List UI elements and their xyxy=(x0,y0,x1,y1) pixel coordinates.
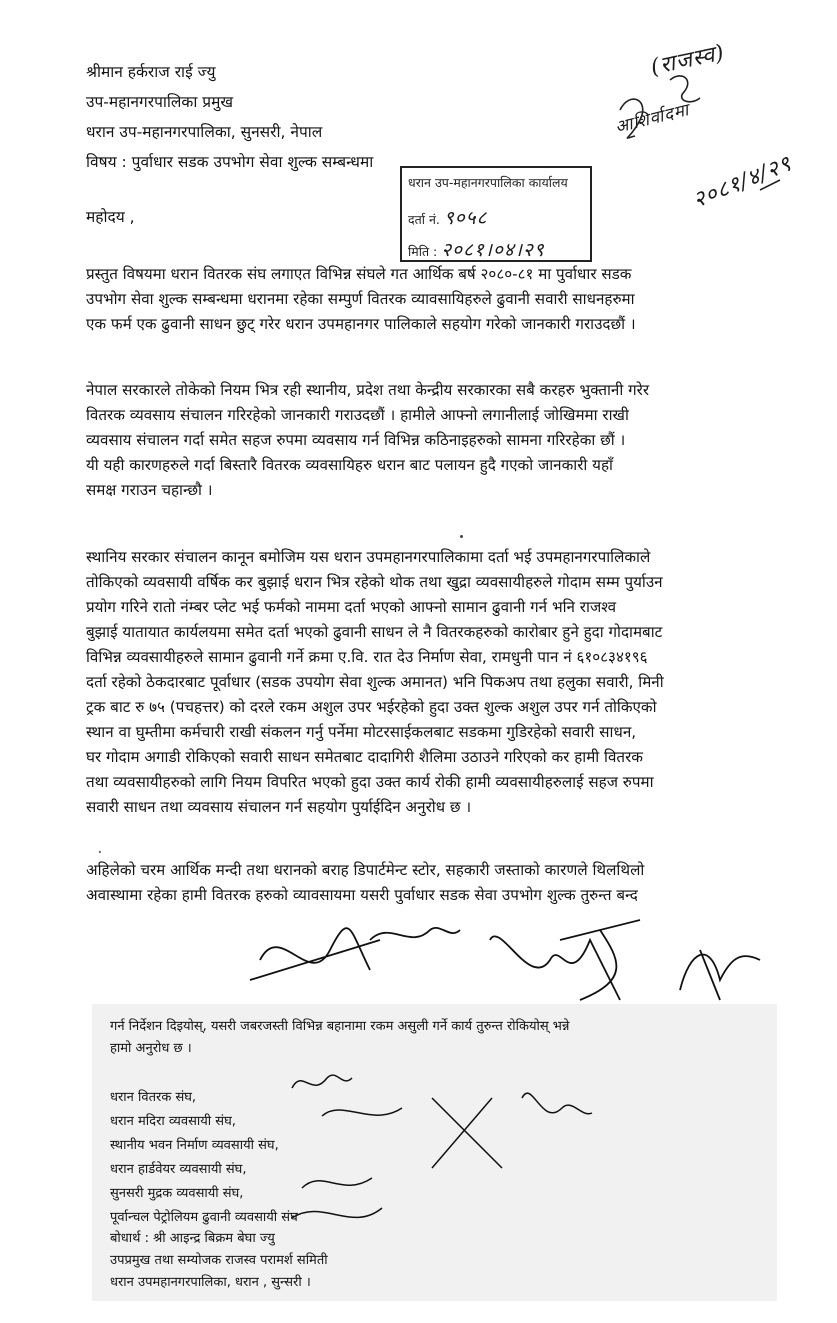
recipient-title: उप-महानगरपालिका प्रमुख xyxy=(86,93,234,111)
paragraph-line: समक्ष गराउन चहान्छौ । xyxy=(86,481,213,499)
paragraph-line: स्थान वा घुम्तीमा कर्मचारी राखी संकलन गर्नु पर्नेमा मोटरसाईकलबाट सडकमा गुडिरहेको सवारी साधन, xyxy=(86,723,637,741)
paragraph-line: वितरक व्यवसाय संचालन गरिरहेको जानकारी गराउदछौं । हामीले आफ्नो लगानीलाई जोखिममा राखी xyxy=(86,406,629,424)
stamp-number xyxy=(408,204,487,230)
paragraph-2 xyxy=(86,378,812,503)
paragraph-line: तोकिएको व्यवसायी वर्षिक कर बुझाई धरान भित्र रहेको थोक तथा खुद्रा व्यवसायीहरुले गोदाम सम्म पुर्याउन xyxy=(86,573,663,591)
paragraph-line: एक फर्म एक ढुवानी साधन छुट् गरेर धरान उपमहानगर पालिकाले सहयोग गरेको जानकारी गराउदछौं । xyxy=(86,315,636,333)
paragraph-line: स्थानिय सरकार संचालन कानून बमोजिम यस धरान उपमहानगरपालिकामा दर्ता भई उपमहानगरपालिकाले xyxy=(86,548,651,566)
organization-item: स्थानीय भवन निर्माण व्यवसायी संघ, xyxy=(110,1138,279,1153)
salutation: महोदय , xyxy=(86,208,135,226)
cc-line: बोधार्थ : श्री आइन्द्र बिक्रम बेघा ज्यु xyxy=(110,1231,275,1246)
continuation-line: गर्न निर्देशन दिइयोस्, यसरी जबरजस्ती विभिन्न बहानामा रकम असुली गर्ने कार्य तुरुन्त रोकियोस् भन्ने xyxy=(110,1019,570,1034)
signatures-row xyxy=(200,900,820,1010)
paragraph-line: प्रयोग गरिने रातो नंम्बर प्लेट भई फर्मको नाममा दर्ता भएको आफ्नो सामान ढुवानी गर्न भनि राजश्व xyxy=(86,598,617,616)
stamp-number-label: दर्ता नं. xyxy=(408,212,440,227)
paragraph-line: नेपाल सरकारले तोकेको नियम भित्र रही स्थानीय, प्रदेश तथा केन्द्रीय सरकारका सबै करहरु भुक्तानी गरेर xyxy=(86,381,650,399)
signature-1 xyxy=(250,928,380,980)
recipient-address: धरान उप-महानगरपालिका, सुनसरी, नेपाल xyxy=(86,123,323,141)
cc-line: उपप्रमुख तथा सम्योजक राजस्व परामर्श समिती xyxy=(110,1253,328,1268)
signature-c xyxy=(432,1098,502,1168)
signature-a xyxy=(292,1075,352,1088)
signature-2 xyxy=(370,928,460,940)
signature-d xyxy=(522,1093,592,1114)
organization-item: पूर्वान्चल पेट्रोलियम ढुवानी व्यवसायी संघ xyxy=(110,1210,298,1225)
stamp-date-value: २०८१।०४।२९ xyxy=(441,239,545,261)
paragraph-line: अहिलेको चरम आर्थिक मन्दी तथा धरानको बराह डिपार्टमेन्ट स्टोर, सहकारी जस्ताको कारणले थिलथिलो xyxy=(86,861,645,879)
paragraph-1 xyxy=(86,262,812,337)
paragraph-3 xyxy=(86,545,812,820)
stamp-number-value: ९०५८ xyxy=(443,207,488,229)
organization-item: सुनसरी मुद्रक व्यवसायी संघ, xyxy=(110,1186,244,1201)
cc-line: धरान उपमहानगरपालिका, धरान , सुन्सरी । xyxy=(110,1275,311,1290)
stamp-date-label: मिति : xyxy=(408,244,438,259)
paragraph-line: दर्ता रहेको ठेकदारबाट पूर्वाधार (सडक उपयोग सेवा शुल्क अमानत) भनि पिकअप तथा हलुका सवारी, मिनी xyxy=(86,673,664,691)
paragraph-line: विभिन्न व्यवसायीहरुले सामान ढुवानी गर्ने क्रमा ए.वि. रात देउ निर्माण सेवा, रामधुनी पान नं ६१०८३४१९६ xyxy=(86,648,648,666)
organization-list xyxy=(110,1086,298,1230)
stamp-title: धरान उप-महानगरपालिका कार्यालय xyxy=(408,175,568,190)
organization-item: धरान मदिरा व्यवसायी संघ, xyxy=(110,1114,236,1129)
registration-stamp xyxy=(400,166,592,262)
paragraph-line: प्रस्तुत विषयमा धरान वितरक संघ लगाएत विभिन्न संघले गत आर्थिक बर्ष २०८०-८१ मा पुर्वाधार सडक xyxy=(86,265,632,283)
handwriting-strokes xyxy=(610,40,835,220)
paragraph-line: सवारी साधन तथा व्यवसाय संचालन गर्न सहयोग पुर्याईदिन अनुरोध छ । xyxy=(86,798,472,816)
continuation-text xyxy=(110,1016,760,1060)
subject-line: विषय : पुर्वाधार सडक उपभोग सेवा शुल्क सम्बन्धमा xyxy=(86,153,374,171)
paragraph-line: तथा व्यवसायीहरुको लागि नियम विपरित भएको हुदा उक्त कार्य रोकी हामी व्यवसायीहरुलाई सहज रुपमा xyxy=(86,773,654,791)
stamp-date xyxy=(408,236,545,262)
signature-f xyxy=(292,1208,382,1218)
paragraph-line: ट्रक बाट रु ७५ (पचहत्तर) को दरले रकम अशुल उपर भईरहेको हुदा उक्त शुल्क अशुल उपर गर्न तोकिएको xyxy=(86,698,657,716)
organization-signatures xyxy=(282,1068,612,1248)
signature-5 xyxy=(680,950,760,1000)
continuation-line: हामो अनुरोध छ । xyxy=(110,1041,192,1056)
handwritten-note-date: २०८१/४/२९ xyxy=(689,151,796,214)
signature-e xyxy=(302,1178,372,1188)
organization-item: धरान हार्डवेयर व्यवसायी संघ, xyxy=(110,1162,247,1177)
handwritten-note xyxy=(610,40,835,220)
cc-block xyxy=(110,1228,328,1294)
paragraph-line: उपभोग सेवा शुल्क सम्बन्धमा धरानमा रहेका सम्पुर्ण वितरक व्यावसायिहरुले ढुवानी सवारी साधनहरुमा xyxy=(86,290,635,308)
paragraph-line: यी यही कारणहरुले गर्दा बिस्तारै वितरक व्यवसायिहरु धरान बाट पलायन हुदै गएको जानकारी यहाँ xyxy=(86,456,613,474)
paragraph-line: अवास्थामा रहेका हामी वितरक हरुको व्यावसायमा यसरी पुर्वाधार सडक सेवा उपभोग शुल्क तुरुन्त बन्द xyxy=(86,886,638,904)
paragraph-line: घर गोदाम अगाडी रोकिएको सवारी साधन समेतबाट दादागिरी शैलिमा उठाउने गरिएको कर हामी वितरक xyxy=(86,748,643,766)
pasted-signature-section xyxy=(92,1004,777,1301)
handwritten-note-line2: आशिर्वादमा xyxy=(613,100,692,138)
speck xyxy=(460,535,463,538)
organization-item: धरान वितरक संघ, xyxy=(110,1090,197,1105)
pencil-mark-icon: · xyxy=(97,842,103,863)
recipient-name: श्रीमान हर्कराज राई ज्यु xyxy=(86,63,216,81)
paragraph-line: बुझाई यातायात कार्यलयमा समेत दर्ता भएको ढुवानी साधन ले नै वितरकहरुको कारोबार हुने हुदा गोदामबाट xyxy=(86,623,663,641)
signature-b xyxy=(322,1108,402,1116)
paragraph-line: व्यवसाय संचालन गर्दा समेत सहज रुपमा व्यवसाय गर्न विभिन्न कठिनाइहरुको सामना गरिरहेका छौं । xyxy=(86,431,626,449)
handwritten-note-line1: (राजस्व) xyxy=(648,40,728,81)
